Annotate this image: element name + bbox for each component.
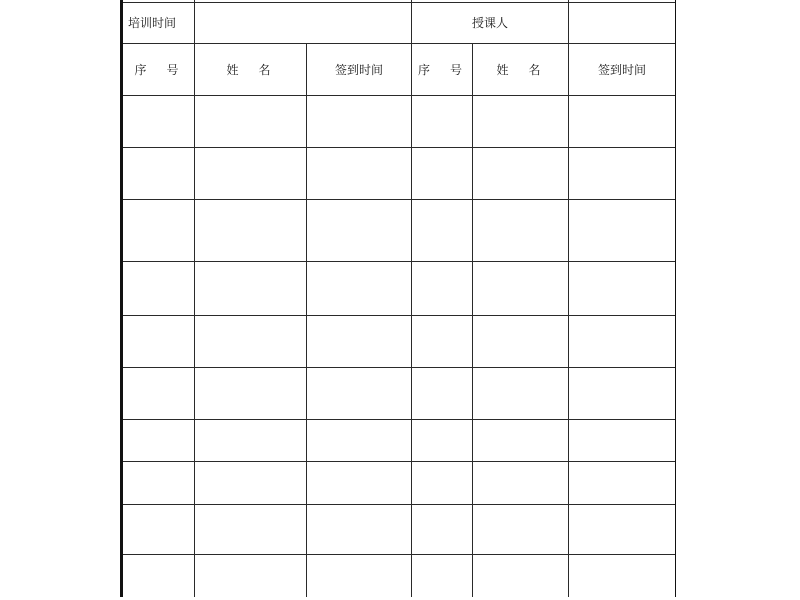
number-cell — [122, 148, 195, 200]
name-cell — [195, 262, 307, 316]
table-row — [122, 148, 677, 200]
sign-time-cell — [307, 148, 412, 200]
sign-time-cell — [307, 555, 412, 598]
name-cell — [195, 420, 307, 462]
number-cell — [412, 96, 473, 148]
name-cell — [473, 200, 569, 262]
name-cell — [473, 316, 569, 368]
number-cell — [412, 462, 473, 505]
sign-in-sheet — [120, 0, 676, 600]
sign-time-cell — [569, 505, 677, 555]
name-cell — [195, 555, 307, 598]
sign-time-cell — [307, 505, 412, 555]
trainer-value — [569, 3, 677, 44]
column-header-label: 序 号 — [417, 62, 466, 77]
column-header-sign-time — [307, 44, 412, 96]
name-cell — [473, 148, 569, 200]
name-cell — [195, 505, 307, 555]
number-cell — [412, 148, 473, 200]
column-header-row — [122, 44, 677, 96]
column-header-number — [122, 44, 195, 96]
training-time-label: 培训时间 — [122, 3, 195, 44]
name-cell — [195, 368, 307, 420]
number-cell — [122, 368, 195, 420]
number-cell — [412, 555, 473, 598]
sign-time-cell — [569, 555, 677, 598]
sign-time-cell — [307, 462, 412, 505]
sign-time-cell — [307, 316, 412, 368]
name-cell — [195, 148, 307, 200]
name-cell — [473, 555, 569, 598]
number-cell — [412, 200, 473, 262]
number-cell — [122, 316, 195, 368]
number-cell — [412, 316, 473, 368]
number-cell — [412, 368, 473, 420]
sign-time-cell — [569, 462, 677, 505]
sign-time-cell — [307, 368, 412, 420]
trainer-label: 授课人 — [412, 3, 569, 44]
name-cell — [473, 96, 569, 148]
table-row — [122, 262, 677, 316]
column-header-label: 签到时间 — [597, 62, 646, 77]
sign-in-table — [120, 0, 676, 597]
name-cell — [473, 368, 569, 420]
number-cell — [122, 462, 195, 505]
sign-time-cell — [569, 96, 677, 148]
sign-time-cell — [307, 200, 412, 262]
column-header-label: 姓 名 — [496, 62, 545, 77]
column-header-label: 姓 名 — [226, 62, 275, 77]
table-row — [122, 462, 677, 505]
column-header-name — [473, 44, 569, 96]
number-cell — [122, 262, 195, 316]
table-row — [122, 316, 677, 368]
column-header-label: 签到时间 — [334, 62, 383, 77]
number-cell — [122, 555, 195, 598]
column-header-label: 序 号 — [134, 62, 183, 77]
sign-time-cell — [569, 200, 677, 262]
column-header-sign-time — [569, 44, 677, 96]
number-cell — [412, 420, 473, 462]
sign-time-cell — [569, 368, 677, 420]
number-cell — [412, 505, 473, 555]
sign-time-cell — [307, 96, 412, 148]
column-header-number — [412, 44, 473, 96]
name-cell — [473, 505, 569, 555]
name-cell — [473, 462, 569, 505]
name-cell — [473, 420, 569, 462]
name-cell — [473, 262, 569, 316]
number-cell — [412, 262, 473, 316]
sign-time-cell — [307, 262, 412, 316]
number-cell — [122, 420, 195, 462]
sign-time-cell — [307, 420, 412, 462]
number-cell — [122, 505, 195, 555]
name-cell — [195, 462, 307, 505]
training-time-value — [195, 3, 412, 44]
sign-time-cell — [569, 148, 677, 200]
name-cell — [195, 96, 307, 148]
table-row — [122, 368, 677, 420]
name-cell — [195, 316, 307, 368]
table-row — [122, 555, 677, 598]
number-cell — [122, 96, 195, 148]
table-row — [122, 420, 677, 462]
name-cell — [195, 200, 307, 262]
table-row — [122, 96, 677, 148]
number-cell — [122, 200, 195, 262]
sign-time-cell — [569, 420, 677, 462]
sign-time-cell — [569, 262, 677, 316]
table-row — [122, 200, 677, 262]
table-row — [122, 505, 677, 555]
column-header-name — [195, 44, 307, 96]
training-info-row — [122, 3, 677, 44]
sign-time-cell — [569, 316, 677, 368]
